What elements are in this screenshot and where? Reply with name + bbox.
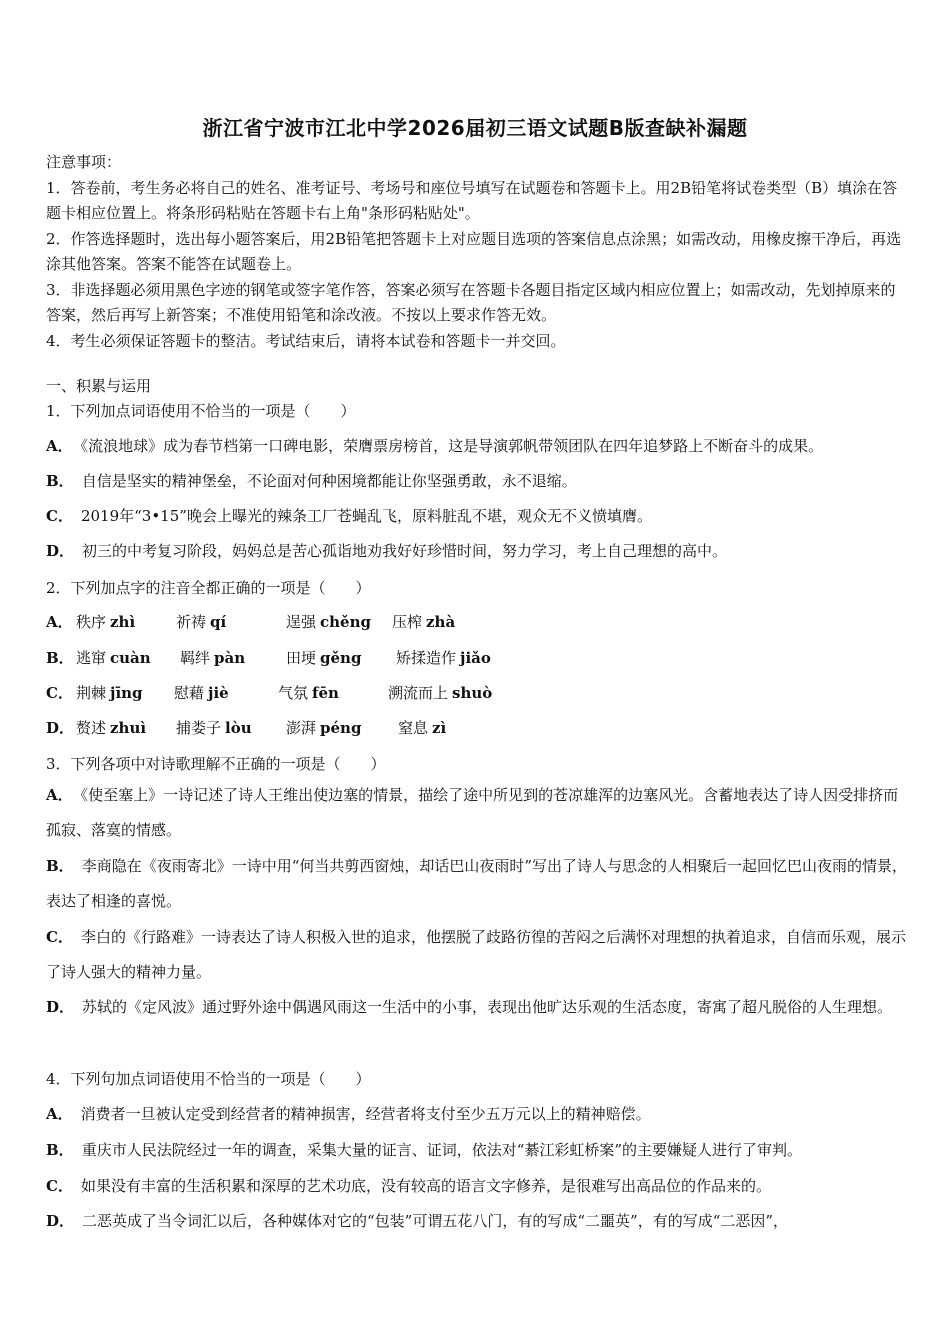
- pinyin: zhuì: [110, 719, 147, 737]
- pinyin-item: [76, 717, 146, 738]
- pinyin-item: [286, 717, 361, 738]
- word: 澎湃: [286, 719, 317, 737]
- option-row: [46, 540, 908, 561]
- option-label: A．: [46, 613, 73, 631]
- pinyin: jīng: [110, 684, 143, 702]
- pinyin-item: [176, 611, 226, 632]
- pinyin: cuàn: [110, 649, 151, 667]
- option-text: 李白的《行路难》一诗表达了诗人积极入世的追求，他摆脱了歧路彷徨的苦闷之后满怀对理想的执着追求，自信而乐观，展示了诗人强大的精神力量。: [46, 928, 906, 981]
- option-text: 重庆市人民法院经过一年的调查，采集大量的证言、证词，依法对“綦江彩虹桥案”的主要嫌疑人进行了审判。: [81, 1141, 803, 1159]
- pinyin-item: [286, 611, 371, 632]
- option-row: [46, 435, 908, 456]
- option-label: C．: [46, 684, 73, 702]
- pinyin-item: [76, 611, 135, 632]
- option-label: C．: [46, 928, 73, 946]
- notes-item: 1．答卷前，考生务必将自己的姓名、准考证号、考场号和座位号填写在试题卷和答题卡上。用2B铅笔将试卷类型（B）填涂在答题卡相应位置上。将条形码粘贴在答题卡右上角"条形码粘贴处"。: [46, 178, 898, 222]
- pinyin: zhà: [426, 613, 456, 631]
- word: 羁绊: [180, 649, 211, 667]
- word: 田埂: [286, 649, 317, 667]
- option-label: D．: [46, 719, 75, 737]
- pinyin: zì: [432, 719, 447, 737]
- option-label: D．: [46, 1212, 75, 1230]
- option-label: B．: [46, 1141, 74, 1159]
- word: 逃窜: [76, 649, 107, 667]
- option-row: [46, 920, 908, 990]
- option-row: [46, 1103, 908, 1124]
- option-label: A．: [46, 786, 73, 804]
- word: 窒息: [398, 719, 429, 737]
- notes-item: 2．作答选择题时，选出每小题答案后，用2B铅笔把答题卡上对应题目选项的答案信息点涂黑；如需改动，用橡皮擦干净后，再选涂其他答案。答案不能答在试题卷上。: [46, 229, 902, 273]
- pinyin-item: [174, 682, 229, 703]
- option-text: 苏轼的《定风波》通过野外途中偶遇风雨这一生活中的小事，表现出他旷达乐观的生活态度，寄寓了超凡脱俗的人生理想。: [82, 998, 893, 1016]
- word: 祈祷: [176, 613, 207, 631]
- pinyin: shuò: [452, 684, 493, 702]
- question-stem: 3．下列各项中对诗歌理解不正确的一项是（ ）: [46, 755, 386, 773]
- pinyin-item: [398, 717, 446, 738]
- option-row: [46, 849, 908, 919]
- option-row: [46, 470, 908, 491]
- pinyin: jiǎo: [460, 649, 491, 667]
- pinyin-item: [176, 717, 252, 738]
- pinyin: lòu: [225, 719, 252, 737]
- option-row: [46, 505, 908, 526]
- option-label: D．: [46, 998, 75, 1016]
- word: 慰藉: [174, 684, 205, 702]
- pinyin: zhì: [110, 613, 136, 631]
- option-text: 《使至塞上》一诗记述了诗人王维出使边塞的情景，描绘了途中所见到的苍凉雄浑的边塞风光。含蓄地表达了诗人因受排挤而孤寂、落寞的情感。: [46, 786, 899, 839]
- pinyin-item: [392, 611, 455, 632]
- pinyin-item: [388, 682, 492, 703]
- section-heading: 一、积累与运用: [46, 377, 152, 395]
- pinyin: gěng: [320, 649, 362, 667]
- word: 溯流而上: [388, 684, 449, 702]
- option-text: 李商隐在《夜雨寄北》一诗中用“何当共剪西窗烛，却话巴山夜雨时”写出了诗人与思念的人相聚后一起回忆巴山夜雨的情景，表达了相逢的喜悦。: [46, 857, 908, 910]
- pinyin-item: [76, 647, 151, 668]
- option-text: 消费者一旦被认定受到经营者的精神损害，经营者将支付至少五万元以上的精神赔偿。: [80, 1105, 651, 1123]
- pinyin-item: [286, 647, 361, 668]
- option-row: [46, 990, 908, 1025]
- option-label: A．: [46, 1105, 73, 1123]
- page-title: 浙江省宁波市江北中学2026届初三语文试题B版查缺补漏题: [202, 116, 748, 140]
- question-stem: 4．下列句加点词语使用不恰当的一项是（ ）: [46, 1070, 371, 1088]
- option-text: 二恶英成了当令词汇以后，各种媒体对它的“包装”可谓五花八门，有的写成“二噩英”，有的写成“二恶因”，: [82, 1212, 789, 1230]
- word: 荆棘: [76, 684, 107, 702]
- pinyin: chěng: [320, 613, 371, 631]
- option-label: B．: [46, 649, 74, 667]
- word: 捕娄子: [176, 719, 222, 737]
- option-text: 初三的中考复习阶段，妈妈总是苦心孤诣地劝我好好珍惜时间，努力学习，考上自己理想的高中。: [82, 542, 728, 560]
- word: 逞强: [286, 613, 317, 631]
- option-label: C．: [46, 507, 73, 525]
- option-label: A．: [46, 437, 73, 455]
- pinyin: pàn: [214, 649, 246, 667]
- option-label: D．: [46, 542, 75, 560]
- option-row: [46, 1210, 908, 1231]
- pinyin: jiè: [208, 684, 229, 702]
- option-row: [46, 1139, 908, 1160]
- pinyin-item: [278, 682, 339, 703]
- word: 赘述: [76, 719, 107, 737]
- pinyin: péng: [320, 719, 362, 737]
- pinyin: qí: [210, 613, 227, 631]
- option-text: 2019年“3•15”晚会上曝光的辣条工厂苍蝇乱飞，原料脏乱不堪，观众无不义愤填膺。: [80, 507, 652, 525]
- word: 气氛: [278, 684, 309, 702]
- option-text: 如果没有丰富的生活积累和深厚的艺术功底，没有较高的语言文字修养，是很难写出高品位的作品来的。: [80, 1177, 771, 1195]
- notes-item: 4．考生必须保证答题卡的整洁。考试结束后，请将本试卷和答题卡一并交回。: [46, 331, 566, 350]
- word: 秩序: [76, 613, 107, 631]
- notes-block: [46, 150, 906, 354]
- pinyin: fēn: [312, 684, 339, 702]
- option-row: [46, 778, 908, 848]
- option-text: 自信是坚实的精神堡垒，不论面对何种困境都能让你坚强勇敢，永不退缩。: [81, 472, 577, 490]
- option-text: 《流浪地球》成为春节档第一口碑电影，荣膺票房榜首，这是导演郭帆带领团队在四年追梦路上不断奋斗的成果。: [80, 437, 824, 455]
- option-label: B．: [46, 472, 74, 490]
- option-row: [46, 1175, 908, 1196]
- question-stem: 1．下列加点词语使用不恰当的一项是（ ）: [46, 402, 356, 420]
- pinyin-item: [76, 682, 143, 703]
- word: 矫揉造作: [396, 649, 457, 667]
- notes-heading: 注意事项：: [46, 153, 122, 171]
- question-stem: 2．下列加点字的注音全都正确的一项是（ ）: [46, 579, 371, 597]
- option-label: B．: [46, 857, 74, 875]
- word: 压榨: [392, 613, 423, 631]
- pinyin-item: [180, 647, 245, 668]
- option-label: C．: [46, 1177, 73, 1195]
- notes-item: 3．非选择题必须用黑色字迹的钢笔或签字笔作答，答案必须写在答题卡各题目指定区域内相应位置上；如需改动，先划掉原来的答案，然后再写上新答案；不准使用铅笔和涂改液。不按以上要求作答无效。: [46, 280, 896, 324]
- pinyin-item: [396, 647, 491, 668]
